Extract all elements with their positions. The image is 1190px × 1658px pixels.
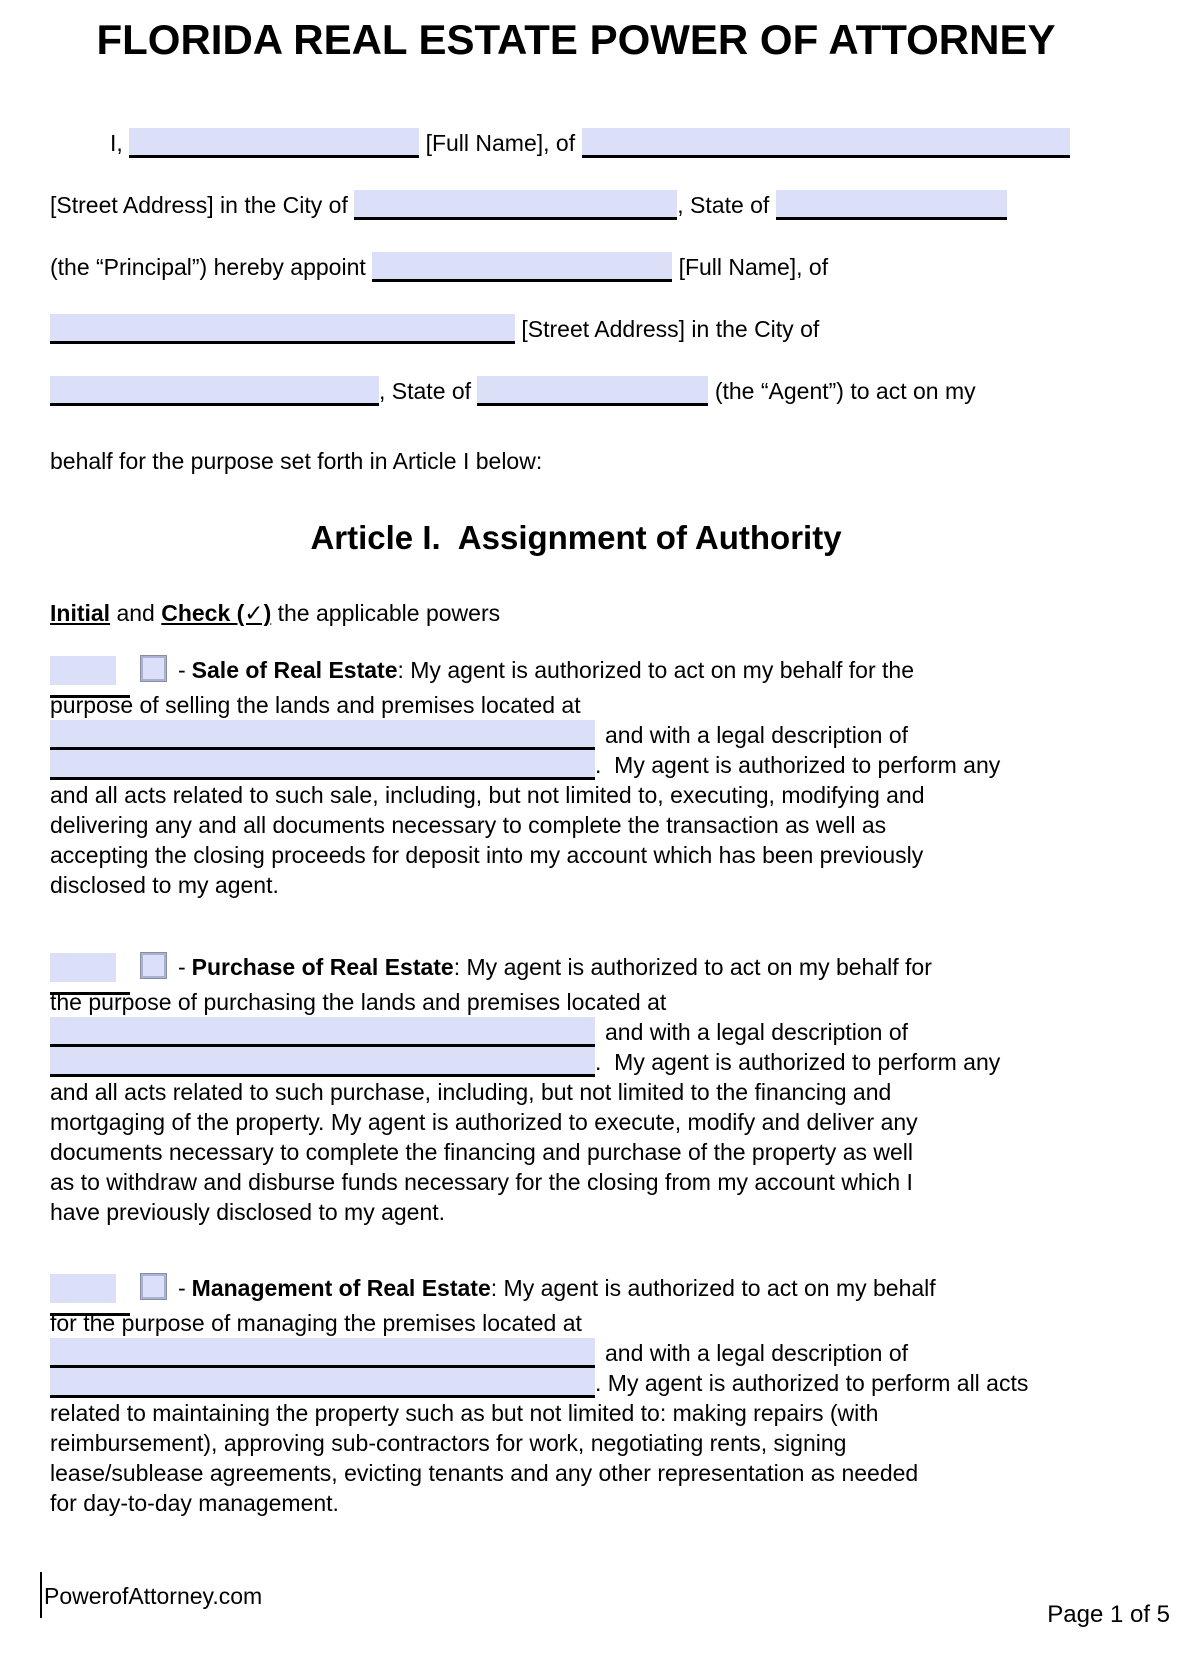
purchase-legal-description-field[interactable] — [50, 1047, 595, 1077]
instruction-rest: the applicable powers — [277, 600, 501, 626]
management-legal-description-field[interactable] — [50, 1368, 595, 1398]
sale-para-line: accepting the closing proceeds for deposit into my account which has been previously — [50, 842, 924, 868]
opening-line5-mid: , State of — [379, 378, 472, 404]
purchase-property-address-field[interactable] — [50, 1017, 595, 1047]
management-legal-line — [50, 1368, 1102, 1398]
purchase-label: Purchase of Real Estate — [191, 954, 454, 980]
agent-city-field[interactable] — [50, 376, 379, 406]
principal-state-field[interactable] — [776, 190, 1007, 220]
opening-line-1 — [50, 128, 1102, 159]
footer-site-link[interactable]: PowerofAttorney.com — [44, 1583, 263, 1609]
purchase-address-line — [50, 1017, 1102, 1047]
opening-line5-post: (the “Agent”) to act on my — [714, 378, 976, 404]
purchase-line2: the purpose of purchasing the lands and premises located at — [50, 989, 667, 1015]
opening-line-4 — [50, 314, 1102, 345]
sale-para-line: and all acts related to such sale, including, but not limited to, executing, modifying and — [50, 782, 925, 808]
management-line1-rest: : My agent is authorized to act on my behalf — [490, 1275, 936, 1301]
purchase-checkbox[interactable] — [141, 953, 166, 978]
management-initials-field[interactable] — [50, 1274, 116, 1303]
opening-paragraph — [50, 128, 1102, 477]
sale-label: Sale of Real Estate — [191, 657, 398, 683]
text-cursor — [40, 1572, 42, 1618]
purchase-dash: - — [178, 954, 186, 980]
sale-dash: - — [178, 657, 186, 683]
management-para-line: lease/sublease agreements, evicting tenants and any other representation as needed — [50, 1460, 919, 1486]
instruction-line — [50, 598, 1102, 628]
article1-heading: Article I. Assignment of Authority — [310, 519, 842, 556]
sale-address-line — [50, 720, 1102, 750]
purchase-after-field1: and with a legal description of — [605, 1019, 909, 1045]
opening-line1-mid: [Full Name], of — [425, 130, 576, 156]
section-management-of-real-estate — [50, 1270, 1102, 1518]
purchase-initials-field[interactable] — [50, 953, 116, 982]
principal-city-field[interactable] — [354, 190, 677, 220]
opening-line1-pre: I, — [110, 130, 123, 156]
sale-initials-field[interactable] — [50, 656, 116, 685]
sale-legal-line — [50, 750, 1102, 780]
section-purchase-of-real-estate — [50, 949, 1102, 1227]
sale-legal-description-field[interactable] — [50, 750, 595, 780]
purchase-para-line: documents necessary to complete the financing and purchase of the property as well — [50, 1139, 913, 1165]
purchase-para-line: mortgaging of the property. My agent is authorized to execute, modify and deliver any — [50, 1109, 918, 1135]
management-para-line: reimbursement), approving sub-contractors for work, negotiating rents, signing — [50, 1430, 847, 1456]
agent-state-field[interactable] — [477, 376, 708, 406]
sale-line2: purpose of selling the lands and premises located at — [50, 692, 581, 718]
purchase-para-line: as to withdraw and disburse funds necessary for the closing from my account which I — [50, 1169, 913, 1195]
opening-line-5 — [50, 376, 1102, 407]
management-para-line: for day-to-day management. — [50, 1490, 339, 1516]
purchase-para-line: have previously disclosed to my agent. — [50, 1199, 446, 1225]
sale-after-field1: and with a legal description of — [605, 722, 909, 748]
sale-line1-rest: : My agent is authorized to act on my behalf for the — [397, 657, 914, 683]
instruction-check-word: Check (✓) — [161, 600, 272, 626]
agent-name-field[interactable] — [372, 252, 672, 282]
instruction-initial-word: Initial — [50, 600, 111, 626]
management-line2: for the purpose of managing the premises located at — [50, 1310, 582, 1336]
principal-address-field[interactable] — [582, 128, 1070, 158]
sale-property-address-field[interactable] — [50, 720, 595, 750]
agent-address-field[interactable] — [50, 314, 515, 344]
opening-line-6: behalf for the purpose set forth in Article I below: — [50, 448, 543, 474]
footer-page-number: Page 1 of 5 — [1047, 1601, 1170, 1628]
management-after-field2: . My agent is authorized to perform all acts — [595, 1370, 1029, 1396]
page-content — [0, 16, 1190, 1518]
management-address-line — [50, 1338, 1102, 1368]
opening-line3-post: [Full Name], of — [678, 254, 829, 280]
management-header-line — [50, 1270, 1102, 1308]
sale-header-line — [50, 652, 1102, 690]
opening-line2-pre: [Street Address] in the City of — [50, 192, 348, 218]
opening-line-2 — [50, 190, 1102, 221]
sale-after-field2: . My agent is authorized to perform any — [595, 752, 1001, 778]
purchase-para-line: and all acts related to such purchase, including, but not limited to the financing and — [50, 1079, 892, 1105]
management-para-line: related to maintaining the property such as but not limited to: making repairs (with — [50, 1400, 879, 1426]
management-checkbox[interactable] — [141, 1274, 166, 1299]
purchase-line1-rest: : My agent is authorized to act on my behalf for — [453, 954, 932, 980]
management-property-address-field[interactable] — [50, 1338, 595, 1368]
purchase-after-field2: . My agent is authorized to perform any — [595, 1049, 1001, 1075]
sale-para-line: disclosed to my agent. — [50, 872, 279, 898]
opening-line-3 — [50, 252, 1102, 283]
document-title: FLORIDA REAL ESTATE POWER OF ATTORNEY — [96, 16, 1056, 63]
opening-line4-post: [Street Address] in the City of — [521, 316, 820, 342]
purchase-header-line — [50, 949, 1102, 987]
instruction-and-word: and — [116, 600, 155, 626]
section-sale-of-real-estate — [50, 652, 1102, 900]
principal-name-field[interactable] — [129, 128, 419, 158]
opening-line2-mid: , State of — [677, 192, 770, 218]
sale-para-line: delivering any and all documents necessary to complete the transaction as well as — [50, 812, 887, 838]
sale-checkbox[interactable] — [141, 656, 166, 681]
purchase-legal-line — [50, 1047, 1102, 1077]
management-dash: - — [178, 1275, 186, 1301]
management-after-field1: and with a legal description of — [605, 1340, 909, 1366]
opening-line3-pre: (the “Principal”) hereby appoint — [50, 254, 366, 280]
management-label: Management of Real Estate — [191, 1275, 491, 1301]
